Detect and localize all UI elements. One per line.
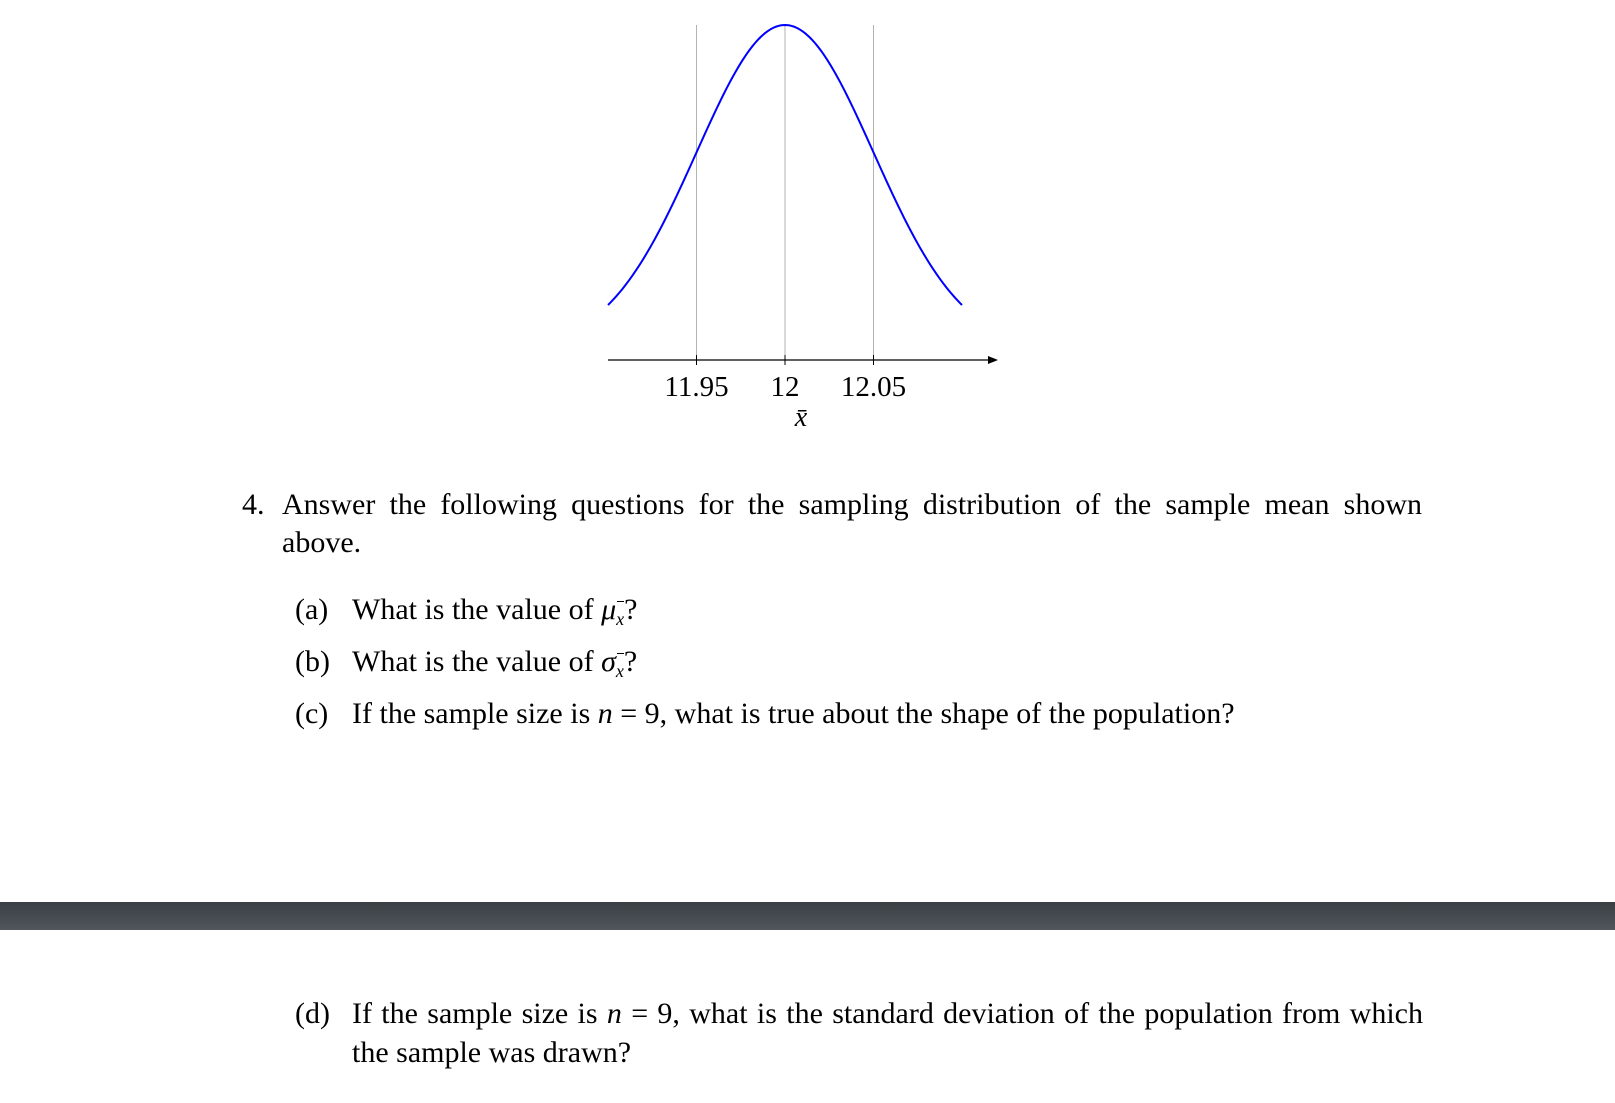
part-c-label: (c) bbox=[295, 697, 329, 730]
mu-symbol: μ bbox=[601, 593, 617, 626]
part-c-text bbox=[352, 694, 1235, 733]
question-stem: Answer the following questions for the sampling distribution of the sample mean shown above. bbox=[282, 488, 1422, 559]
part-d bbox=[295, 994, 1423, 1072]
x-tick-labels bbox=[664, 371, 906, 403]
normal-curve-chart bbox=[600, 0, 1000, 430]
question-number: 4. bbox=[242, 488, 265, 521]
part-b-prefix: What is the value of bbox=[352, 645, 602, 678]
part-b-label: (b) bbox=[295, 645, 330, 678]
part-a-prefix: What is the value of bbox=[352, 593, 602, 626]
page-break-bar bbox=[0, 902, 1615, 930]
x-tick-label-0: 11.95 bbox=[664, 371, 729, 403]
n-variable: n bbox=[606, 997, 622, 1030]
chart-gridlines bbox=[697, 25, 874, 365]
part-b-text bbox=[352, 642, 637, 691]
part-a-label: (a) bbox=[295, 593, 329, 626]
part-c-prefix: If the sample size is bbox=[352, 697, 598, 730]
x-axis bbox=[608, 356, 998, 364]
part-a-text bbox=[352, 590, 637, 639]
question-4 bbox=[242, 486, 1422, 562]
x-axis-arrowhead bbox=[988, 356, 998, 364]
n-variable: n bbox=[597, 697, 613, 730]
part-d-suffix: = 9, what is the standard deviation of the population from which the sample was drawn? bbox=[352, 997, 1423, 1069]
x-tick-label-1: 12 bbox=[770, 371, 800, 403]
part-d-text bbox=[352, 994, 1423, 1072]
part-b-suffix: ? bbox=[623, 645, 638, 678]
xbar-subscript: x bbox=[616, 600, 624, 639]
part-d-prefix: If the sample size is bbox=[352, 997, 607, 1030]
x-tick-label-2: 12.05 bbox=[840, 371, 907, 403]
sigma-symbol: σ bbox=[601, 645, 616, 678]
x-axis-label: x̄ bbox=[794, 402, 808, 430]
part-d-label: (d) bbox=[295, 997, 330, 1030]
xbar-subscript: x bbox=[616, 652, 624, 691]
part-a-suffix: ? bbox=[624, 593, 638, 626]
part-c-suffix: = 9, what is true about the shape of the population? bbox=[612, 697, 1235, 730]
